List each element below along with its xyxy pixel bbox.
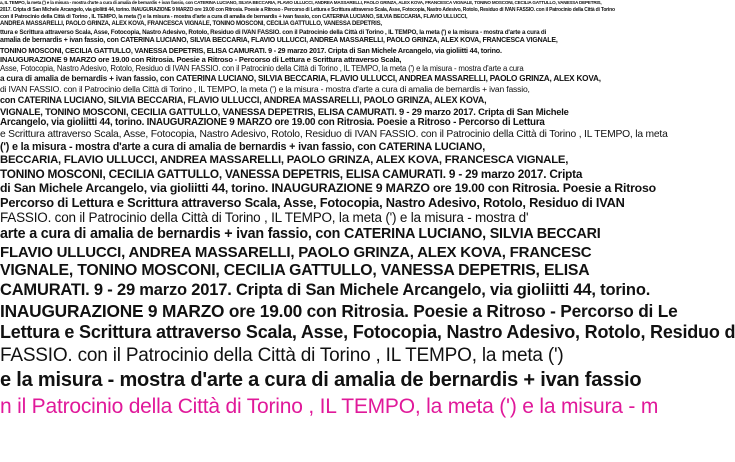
text-line: a, IL TEMPO, la meta (') e la misura - mostra d'arte a cura di amalia de bernardis + ivan fassio, con CATERINA LUCIANO, SILVIA BECCARIA, FLAVIO ULLUCCI, ANDREA MASSARELLI, PAOLO GRINZA, ALEX KOVA, FRANCESCA VIGNALE, TONINO MOSCONI, CECILIA GATTULLO, VANESSA DEPETRIS, (0, 0, 602, 5)
text-line: ttura e Scrittura attraverso Scala, Asse, Fotocopia, Nastro Adesivo, Rotolo, Residuo di IVAN FASSIO. con il Patrocinio della Città di Torino , IL TEMPO, la meta (') e la misura - mostra d'arte a cura di (0, 29, 547, 36)
text-line: CAMURATI. 9 - 29 marzo 2017. Cripta di San Michele Arcangelo, via gioliitti 44, torino. (0, 281, 651, 299)
text-line: TONINO MOSCONI, CECILIA GATTULLO, VANESSA DEPETRIS, ELISA CAMURATI. 9 - 29 marzo 2017. Cripta (0, 167, 583, 181)
text-line: Arcangelo, via gioliitti 44, torino. INAUGURAZIONE 9 MARZO ore 19.00 con Ritrosia. Poesie a Ritroso - Percorso di Lettura (0, 117, 545, 128)
text-line-highlight: n il Patrocinio della Città di Torino , IL TEMPO, la meta (') e la misura - m (0, 395, 659, 418)
text-line: BECCARIA, FLAVIO ULLUCCI, ANDREA MASSARELLI, PAOLO GRINZA, ALEX KOVA, FRANCESCA VIGNALE, (0, 154, 569, 166)
text-line: INAUGURAZIONE 9 MARZO ore 19.00 con Ritrosia. Poesie a Ritroso - Percorso di Le (0, 301, 678, 321)
text-line: FASSIO. con il Patrocinio della Città di Torino , IL TEMPO, la meta (') (0, 345, 564, 366)
text-line: FLAVIO ULLUCCI, ANDREA MASSARELLI, PAOLO GRINZA, ALEX KOVA, FRANCESC (0, 244, 592, 261)
text-line: arte a cura di amalia de bernardis + ivan fassio, con CATERINA LUCIANO, SILVIA BECCARI (0, 226, 601, 242)
text-line: con il Patrocinio della Città di Torino , IL TEMPO, la meta (') e la misura - mostra d'arte a cura di amalia de bernardis + ivan fassio, con CATERINA LUCIANO, SILVIA BECCARIA, FLAVIO ULLUCCI, (0, 14, 468, 20)
text-line: con CATERINA LUCIANO, SILVIA BECCARIA, FLAVIO ULLUCCI, ANDREA MASSARELLI, PAOLO GRINZA, ALEX KOVA, (0, 95, 487, 105)
text-line: di IVAN FASSIO. con il Patrocinio della Città di Torino , IL TEMPO, la meta (') e la misura - mostra d'arte a cura di amalia de bernardis + ivan fassio, (0, 84, 530, 94)
text-line: a cura di amalia de bernardis + ivan fassio, con CATERINA LUCIANO, SILVIA BECCARIA, FLAVIO ULLUCCI, ANDREA MASSARELLI, PAOLO GRINZA, ALEX KOVA, (0, 74, 601, 83)
text-line: e Scrittura attraverso Scala, Asse, Fotocopia, Nastro Adesivo, Rotolo, Residuo di IVAN FASSIO. con il Patrocinio della Città di Torino , IL TEMPO, la meta (0, 129, 668, 140)
text-line: (') e la misura - mostra d'arte a cura di amalia de bernardis + ivan fassio, con CATERINA LUCIANO, (0, 141, 486, 153)
text-line: VIGNALE, TONINO MOSCONI, CECILIA GATTULLO, VANESSA DEPETRIS, ELISA (0, 262, 590, 279)
text-line: 2017. Cripta di San Michele Arcangelo, via gioliitti 44, torino. INAUGURAZIONE 9 MARZO ore 19.00 con Ritrosia. Poesie a Ritroso - Percorso di Lettura e Scrittura attraverso Scala, Asse, Fotocopia, Nastro Adesivo, Rotolo, Residuo di IVAN FASSIO. con il Patrocinio della Città di Torino (0, 7, 615, 13)
text-line: VIGNALE, TONINO MOSCONI, CECILIA GATTULLO, VANESSA DEPETRIS, ELISA CAMURATI. 9 - 29 marzo 2017. Cripta di San Michele (0, 106, 569, 117)
text-line: INAUGURAZIONE 9 MARZO ore 19.00 con Ritrosia. Poesie a Ritroso - Percorso di Lettura e Scrittura attraverso Scala, (0, 55, 402, 64)
text-line: Lettura e Scrittura attraverso Scala, Asse, Fotocopia, Nastro Adesivo, Rotolo, Residuo d (0, 322, 735, 342)
text-line: e la misura - mostra d'arte a cura di amalia de bernardis + ivan fassio (0, 369, 642, 391)
text-line: TONINO MOSCONI, CECILIA GATTULLO, VANESSA DEPETRIS, ELISA CAMURATI. 9 - 29 marzo 2017. Cripta di San Michele Arcangelo, via gioliitti 44, torino. (0, 46, 502, 55)
text-line: Percorso di Lettura e Scrittura attraverso Scala, Asse, Fotocopia, Nastro Adesivo, Rotolo, Residuo di IVAN (0, 195, 625, 210)
text-line: Asse, Fotocopia, Nastro Adesivo, Rotolo, Residuo di IVAN FASSIO. con il Patrocinio della Città di Torino , IL TEMPO, la meta (') e la misura - mostra d'arte a cura (0, 64, 524, 73)
text-line: di San Michele Arcangelo, via gioliitti 44, torino. INAUGURAZIONE 9 MARZO ore 19.00 con Ritrosia. Poesie a Ritroso (0, 181, 656, 195)
text-line: FASSIO. con il Patrocinio della Città di Torino , IL TEMPO, la meta (') e la misura - mostra d' (0, 210, 529, 225)
text-line: amalia de bernardis + ivan fassio, con CATERINA LUCIANO, SILVIA BECCARIA, FLAVIO ULLUCCI, ANDREA MASSARELLI, PAOLO GRINZA, ALEX KOVA, FRANCESCA VIGNALE, (0, 37, 558, 44)
text-line: ANDREA MASSARELLI, PAOLO GRINZA, ALEX KOVA, FRANCESCA VIGNALE, TONINO MOSCONI, CECILIA GATTULLO, VANESSA DEPETRIS, (0, 21, 382, 27)
